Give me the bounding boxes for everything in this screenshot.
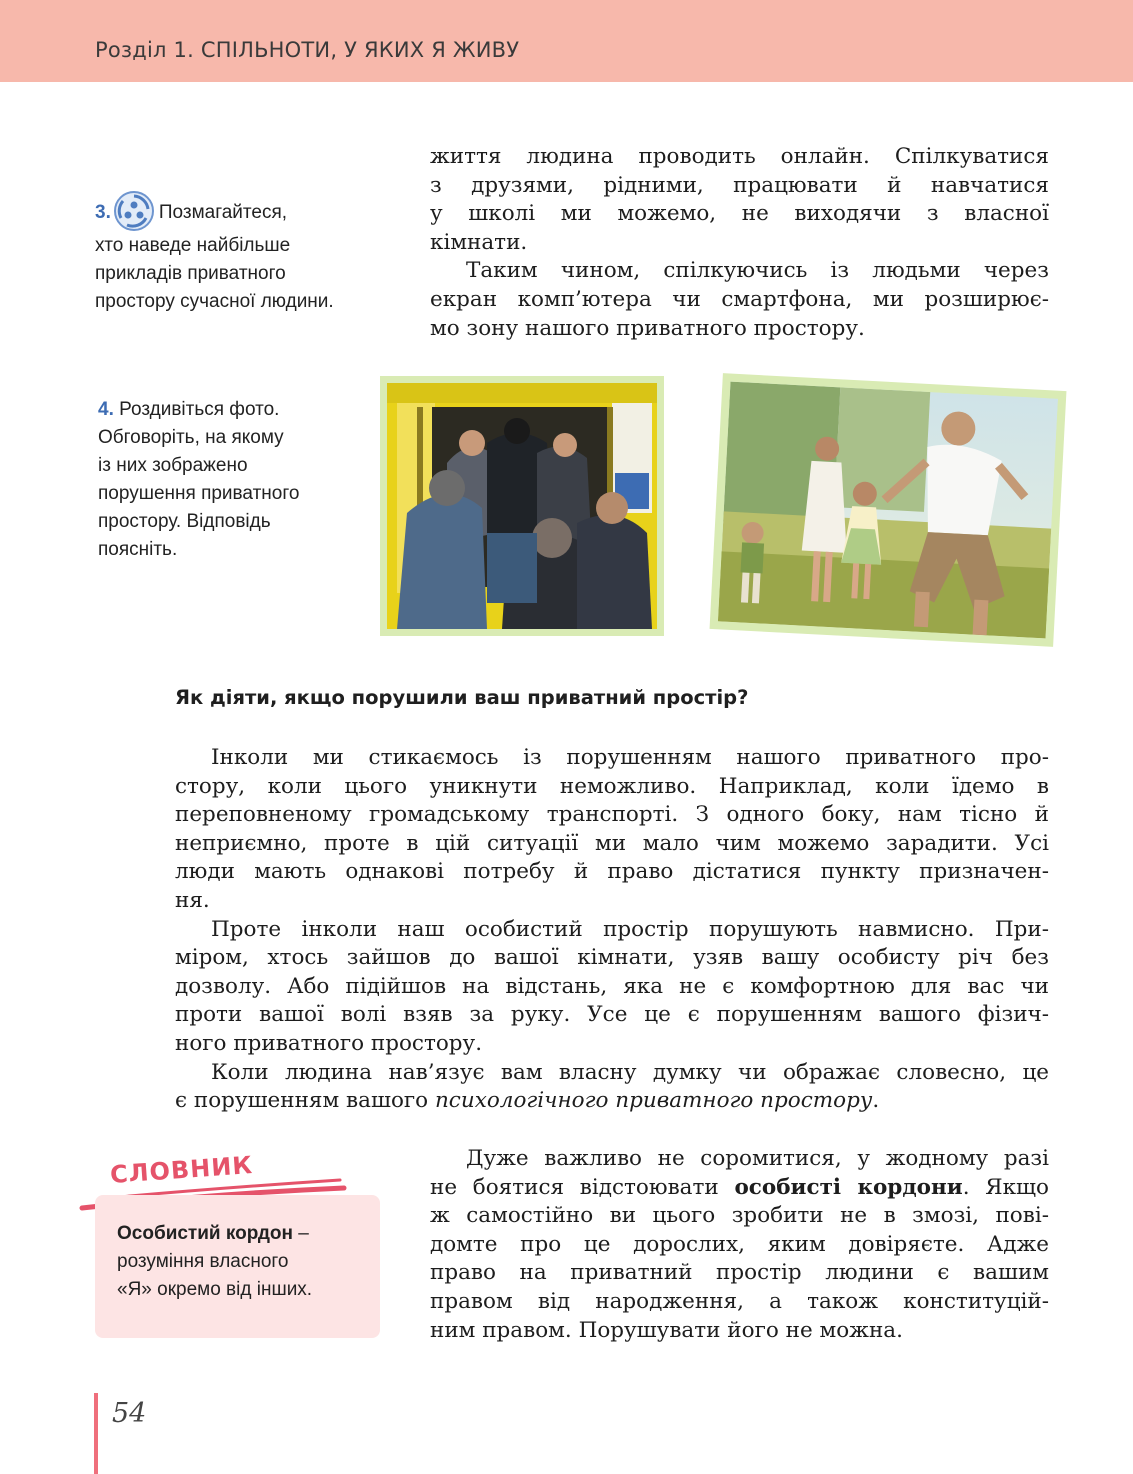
text-fragment: .: [872, 1088, 880, 1114]
text-line: проти вашої волі взяв за руку. Усе це є порушенням вашого фізич-: [175, 1002, 1049, 1028]
dictionary-definition-line: «Я» окремо від інших.: [117, 1279, 313, 1300]
task-text-line: прикладів приватного: [95, 263, 286, 284]
task-text-line: із них зображено: [98, 455, 248, 476]
task-number: 3.: [95, 202, 111, 223]
text-fragment: . Якщо: [962, 1174, 1049, 1200]
task-text-line: простору сучасної людини.: [95, 291, 334, 312]
task-text-line: Обговоріть, на якому: [98, 427, 284, 448]
family-walking-photo: [710, 373, 1067, 647]
dictionary-term: Особистий кордон: [117, 1223, 294, 1244]
text-line: Таким чином, спілкуючись із людьми через: [466, 258, 1049, 284]
text-line: переповненому громадському транспорті. З одного боку, нам тісно й: [175, 802, 1049, 828]
dictionary-definition-line: розуміння власного: [117, 1251, 289, 1272]
text-line: міром, хтось зайшов до вашої кімнати, узяв вашу особисту річ без: [175, 945, 1049, 971]
text-line: екран комп’ютера чи смартфона, ми розширює-: [430, 286, 1049, 312]
task-text-line: порушення приватного: [98, 483, 300, 504]
crowded-bus-illustration: [387, 383, 657, 629]
page-number: 54: [112, 1398, 147, 1429]
bottom-paragraph: [430, 1145, 1049, 1345]
italic-term: психологічного приватного простору: [434, 1088, 873, 1114]
text-line: життя людина проводить онлайн. Спілкуватися: [430, 144, 1049, 169]
top-paragraph: [430, 143, 1049, 343]
text-line: Коли людина нав’язує вам власну думку чи ображає словесно, це: [211, 1059, 1049, 1085]
bold-term: особисті кордони: [734, 1174, 963, 1200]
task-number: 4.: [98, 399, 114, 420]
text-line: дозволу. Або підійшов на відстань, яка не є комфортною для вас чи: [175, 973, 1049, 999]
text-line: у школі ми можемо, не виходячи з власної: [430, 201, 1049, 227]
text-line: ного приватного простору.: [175, 1030, 483, 1056]
task-text-line: поясніть.: [98, 539, 178, 560]
text-line: Дуже важливо не соромитися, у жодному разі: [466, 1146, 1049, 1171]
task-text-line: хто наведе найбільше: [95, 235, 291, 256]
dictionary-title: СЛОВНИК: [109, 1151, 254, 1189]
text-line: ж самостійно ви цього зробити не в змозі, пові-: [430, 1203, 1049, 1229]
text-line: стору, коли цього уникнути неможливо. Наприклад, коли їдемо в: [175, 773, 1049, 799]
text-line: з друзями, рідними, працювати й навчатися: [430, 172, 1049, 198]
text-line: люди мають однакові потребу й право дістатися пункту призначен-: [175, 859, 1049, 885]
task-text-line: простору. Відповідь: [98, 511, 271, 532]
dictionary-entry: [117, 1220, 377, 1304]
task-3: [95, 190, 395, 316]
family-walking-illustration: [718, 382, 1058, 639]
crowded-bus-photo: [380, 376, 664, 636]
dictionary-dash: –: [293, 1223, 309, 1244]
page-number-bar: [94, 1393, 98, 1474]
text-line: [175, 1087, 1049, 1116]
section-heading: Як діяти, якщо порушили ваш приватний простір?: [175, 686, 749, 709]
text-line: Проте інколи наш особистий простір порушують навмисно. При-: [211, 916, 1049, 942]
text-line: домте про це дорослих, яким довіряєте. Адже: [430, 1231, 1049, 1257]
text-fragment: є порушенням вашого: [175, 1088, 435, 1114]
text-fragment: не боятися відстоювати: [430, 1174, 735, 1200]
text-line: [430, 1174, 1049, 1203]
task-text: Роздивіться фото.: [119, 399, 280, 420]
text-line: ня.: [175, 887, 210, 913]
text-line: кімнати.: [430, 229, 528, 255]
chapter-title: Розділ 1. СПІЛЬНОТИ, У ЯКИХ Я ЖИВУ: [95, 38, 520, 62]
text-line: право на приватний простір людини є вашим: [430, 1260, 1049, 1286]
text-line: правом від народження, а також конституцій-: [430, 1288, 1049, 1314]
text-line: мо зону нашого приватного простору.: [430, 315, 865, 341]
task-text: Позмагайтеся,: [158, 202, 288, 223]
text-line: неприємно, проте в цій ситуації ми мало чим можемо зарадити. Усі: [175, 830, 1049, 856]
chapter-header: [0, 0, 1133, 82]
section-body: [175, 744, 1049, 1116]
group-work-icon: [113, 190, 155, 232]
text-line: Інколи ми стикаємось із порушенням нашого приватного про-: [211, 745, 1049, 770]
task-4: [98, 396, 368, 564]
text-line: ним правом. Порушувати його не можна.: [430, 1317, 903, 1343]
